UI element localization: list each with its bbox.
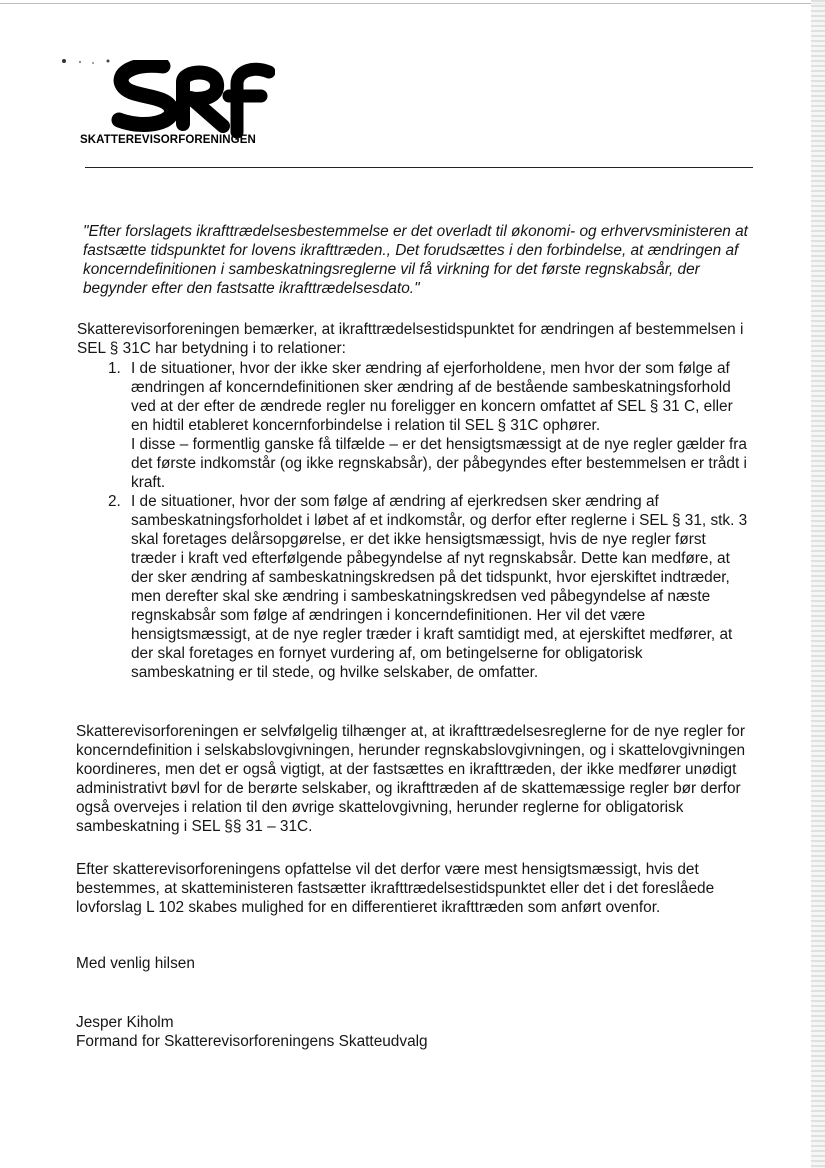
list-item — [100, 492, 750, 682]
list-item-number: 1. — [108, 360, 121, 377]
org-logo — [80, 48, 280, 148]
intro-paragraph: Skatterevisorforeningen bemærker, at ikrafttrædelsestidspunktet for ændringen af bestemmelsen i SEL § 31C har betydning i to relationer: — [77, 321, 744, 357]
scan-top-edge — [0, 3, 825, 4]
list-item — [100, 359, 750, 492]
signature-title: Formand for Skatterevisorforeningens Skatteudvalg — [76, 1033, 428, 1050]
scan-right-edge — [811, 0, 825, 1168]
relations-list — [100, 359, 750, 682]
list-item-text: I de situationer, hvor der som følge af ændring af ejerkredsen sker ændring af sambeskatningsforholdet i løbet af et indkomstår, og derfor efter reglerne i SEL § 31, stk. 3 skal foretages delårsopgørelse, er det ikke hensigtsmæssigt, hvis de nye regler først træder i kraft ved efterfølgende påbegyndelse af nyt regnskabsår. Dette kan medføre, at der sker ændring af sambeskatningskredsen på det tidspunkt, hvor ejerskiftet indtræder, men derefter skal ske ændring i sambeskatningskredsen ved påbegyndelse af næste regnskabsår som følge af ændringen i koncerndefinitionen. Her vil det være hensigtsmæssigt, at de nye regler træder i kraft samtidigt med, at ejerskiftet medfører, at der skal foretages en fornyet vurdering af, om betingelserne for obligatorisk sambeskatning er til stede, og hvilke selskaber, de omfatter. — [131, 493, 748, 681]
closing-greeting: Med venlig hilsen — [76, 955, 195, 972]
org-name: SKATTEREVISORFORENINGEN — [80, 134, 256, 146]
srf-logo-icon — [105, 60, 275, 140]
list-item-followup: I disse – formentlig ganske få tilfælde – er det hensigtsmæssigt at de nye regler gælder fra det første indkomstår (og ikke regnskabsår), der påbegyndes efter bestemmelsen er trådt i kraft. — [131, 436, 747, 491]
list-item-text: I de situationer, hvor der ikke sker ændring af ejerforholdene, men hvor der som følge af ændringen af koncerndefinitionen sker ændring af de bestående sambeskatningsforhold ved at der efter de ændrede regler nu foreligger en koncern omfattet af SEL § 31 C, eller en hidtil etableret koncernforbindelse i relation til SEL § 31C ophører. — [131, 360, 733, 434]
support-paragraph: Skatterevisorforeningen er selvfølgelig tilhænger at, at ikrafttrædelsesreglerne for de nye regler for koncerndefinition i selskabslovgivningen, herunder regnskabslovgivningen, og i skattelovgivningen koordineres, men det er også vigtigt, at der fastsættes en ikrafttræden, der ikke medfører unødigt administrativt bøvl for de berørte selskaber, og ikrafttræden af de skattemæssige regler bør derfor også overvejes i relation til den øvrige skattelovgivning, herunder reglerne for obligatorisk sambeskatning i SEL §§ 31 – 31C. — [76, 723, 746, 835]
list-item-number: 2. — [108, 493, 121, 510]
signature-name: Jesper Kiholm — [76, 1014, 174, 1031]
header-divider — [85, 167, 753, 168]
conclusion-paragraph: Efter skatterevisorforeningens opfattelse vil det derfor være mest hensigtsmæssigt, hvis det bestemmes, at skatteministeren fastsætter ikrafttrædelsestidspunktet eller det i det foreslåede lovforslag L 102 skabes mulighed for en differentieret ikrafttræden som anført ovenfor. — [76, 861, 715, 916]
quoted-proposal-text: "Efter forslagets ikrafttrædelsesbestemmelse er det overladt til økonomi- og erhvervsministeren at fastsætte tidspunktet for lovens ikrafttræden., Det forudsættes i den forbindelse, at ændringen af koncerndefinitionen i sambeskatningsreglerne vil få virkning for det første regnskabsår, der begynder efter den fastsatte ikrafttrædelsesdato." — [83, 223, 748, 297]
